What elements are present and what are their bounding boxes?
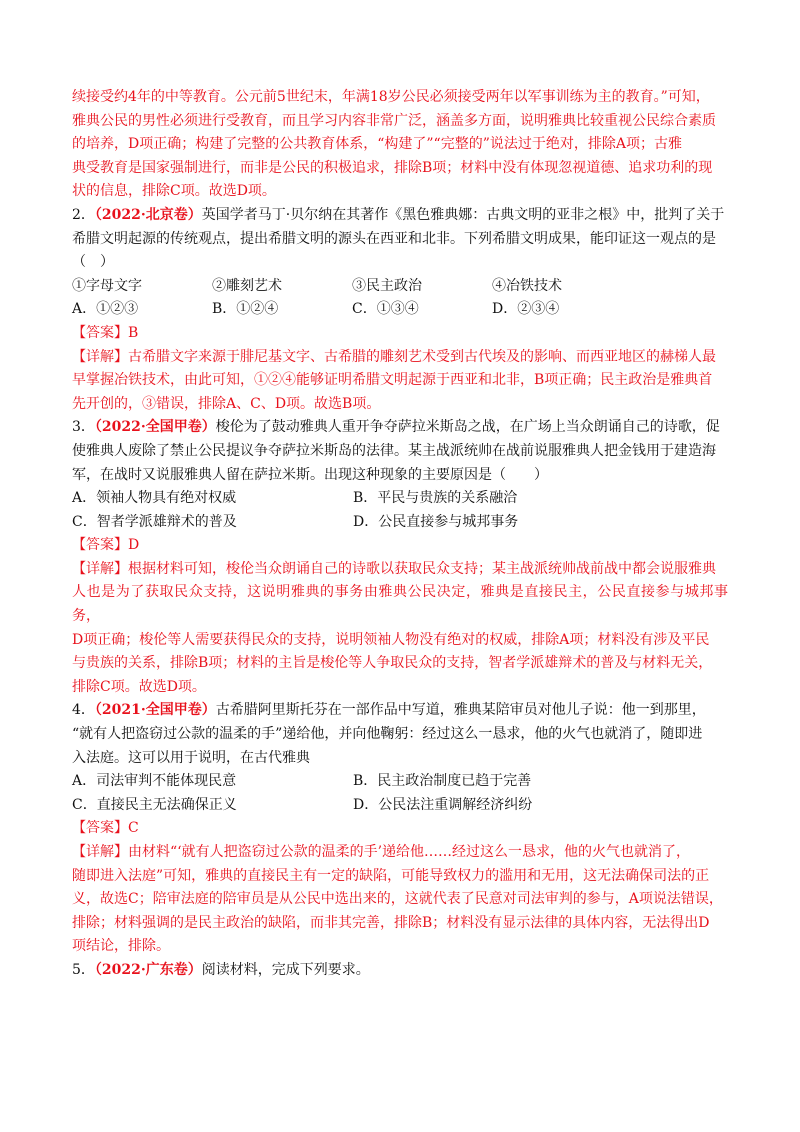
q2-stem-line-1 [72, 204, 728, 228]
q4-number: 4． [72, 702, 95, 719]
question-3 [72, 416, 728, 699]
q3-option-d: D．公民直接参与城邦事务 [353, 513, 519, 530]
question-4 [72, 699, 728, 959]
q4-options-row-1 [72, 770, 728, 794]
q2-number: 2． [72, 206, 95, 223]
q1-detail-line-1: 续接受约4年的中等教育。公元前5世纪末，年满18岁公民必须接受两年以军事训练为主的教育。”可知， [72, 89, 710, 105]
q5-stem-line-1 [72, 959, 728, 983]
question-5 [72, 959, 728, 983]
q5-number: 5． [72, 961, 95, 978]
q1-detail-line-3: 的培养，D项正确；构建了完整的公共教育体系，“构建了”“完整的”说法过于绝对，排除A项；古雅 [72, 136, 682, 153]
q3-detail-line-3: D项正确；梭伦等人需要获得民众的支持，说明领袖人物没有绝对的权威，排除A项；材料没有涉及平民 [72, 631, 710, 648]
q3-detail-line-5: 排除C项。故选D项。 [72, 678, 206, 695]
q2-item-3: ③民主政治 [352, 277, 422, 294]
q3-stem-text-1: 梭伦为了鼓动雅典人重开争夺萨拉米斯岛之战，在广场上当众朗诵自己的诗歌，促 [215, 419, 720, 436]
q2-detail-line-3: 先开创的，③错误，排除A、C、D项。故选B项。 [72, 395, 381, 412]
q4-detail-line-2: 随即进入法庭”可知，雅典的直接民主有一定的缺陷，可能导致权力的滥用和无用，这无法确保司法的正 [72, 867, 710, 884]
q4-detail-line-5: 项结论，排除。 [72, 938, 170, 955]
q4-option-b: B．民主政治制度已趋于完善 [353, 773, 532, 790]
q3-stem-line-3: 军，在战时又说服雅典人留在萨拉米斯。出现这种现象的主要原因是（ ） [72, 466, 548, 483]
document-page [72, 86, 728, 983]
q1-detail-line-4: 典受教育是国家强制进行，而非是公民的积极追求，排除B项；材料中没有体现忽视道德、追求功利的现 [72, 159, 713, 176]
q4-stem-line-2: “就有人把盗窃过公款的温柔的手”递给他，并向他鞠躬：经过这么一恳求，他的火气也就消了，随即进 [72, 726, 703, 743]
q2-detail-line-2: 早掌握冶铁技术，由此可知，①②④能够证明希腊文明起源于西亚和北非，B项正确；民主政治是雅典首 [72, 372, 713, 389]
q3-detail-line-1: 【详解】根据材料可知，梭伦当众朗诵自己的诗歌以获取民众支持；某主战派统帅战前战中都会说服雅典 [72, 560, 716, 577]
q3-detail-line-2: 人也是为了获取民众支持，这说明雅典的事务由雅典公民决定，雅典是直接民主，公民直接参与城邦事务， [72, 584, 728, 625]
q2-option-d: D．②③④ [492, 301, 560, 318]
q2-item-2: ②雕刻艺术 [212, 277, 282, 294]
q4-source: （2021·全国甲卷） [94, 702, 216, 719]
q2-items [72, 275, 728, 299]
q2-stem-text-1: 英国学者马丁·贝尔纳在其著作《黑色雅典娜：古典文明的亚非之根》中，批判了关于 [201, 206, 725, 223]
q2-item-1: ①字母文字 [72, 277, 142, 294]
q2-stem-line-2: 希腊文明起源的传统观点，提出希腊文明的源头在西亚和北非。下列希腊文明成果，能印证这一观点的是 [72, 230, 716, 247]
q3-options-row-1 [72, 487, 728, 511]
q2-answer: 【答案】B [72, 324, 139, 341]
q4-answer: 【答案】C [72, 820, 139, 837]
q4-detail-line-1: 【详解】由材料“‘就有人把盗窃过公款的温柔的手’递给他……经过这么一恳求，他的火气也就消了， [72, 844, 691, 860]
q4-options-row-2 [72, 794, 728, 818]
q3-stem-line-2: 使雅典人废除了禁止公民提议争夺萨拉米斯岛的法律。某主战派统帅在战前说服雅典人把金钱用于建造海 [72, 442, 716, 459]
q3-option-a: A．领袖人物具有绝对权威 [72, 490, 237, 507]
q5-stem-text: 阅读材料，完成下列要求。 [201, 961, 370, 978]
q2-option-a: A．①②③ [72, 301, 139, 318]
q2-source: （2022·北京卷） [94, 206, 202, 223]
q1-explanation-tail [72, 86, 728, 204]
q2-stem-line-3: （ ） [72, 254, 114, 271]
q4-stem-line-3: 入法庭。这可以用于说明，在古代雅典 [72, 749, 310, 766]
q2-item-4: ④冶铁技术 [492, 277, 562, 294]
q3-detail-line-4: 与贵族的关系，排除B项；材料的主旨是梭伦等人争取民众的支持，智者学派雄辩术的普及与材料无关， [72, 655, 713, 672]
q2-option-b: B．①②④ [212, 301, 279, 318]
q1-detail-line-5: 状的信息，排除C项。故选D项。 [72, 183, 276, 200]
q3-option-b: B．平民与贵族的关系融洽 [353, 490, 518, 507]
q4-option-d: D．公民法注重调解经济纠纷 [353, 796, 533, 813]
q3-option-c: C．智者学派雄辩术的普及 [72, 513, 237, 530]
q1-detail-line-2: 雅典公民的男性必须进行受教育，而且学习内容非常广泛，涵盖多方面，说明雅典比较重视公民综合素质 [72, 112, 716, 129]
q5-source: （2022·广东卷） [94, 961, 202, 978]
question-2 [72, 204, 728, 416]
q2-option-c: C．①③④ [352, 301, 419, 318]
q2-detail-line-1: 【详解】古希腊文字来源于腓尼基文字、古希腊的雕刻艺术受到古代埃及的影响、而西亚地区的赫梯人最 [72, 348, 716, 365]
q4-option-c: C．直接民主无法确保正义 [72, 796, 237, 813]
q3-source: （2022·全国甲卷） [94, 419, 216, 436]
q4-detail-line-3: 义，故选C；陪审法庭的陪审员是从公民中选出来的，这就代表了民意对司法审判的参与，A项说法错误， [72, 891, 723, 908]
q4-option-a: A．司法审判不能体现民意 [72, 773, 237, 790]
q3-options-row-2 [72, 511, 728, 535]
q3-answer: 【答案】D [72, 537, 140, 554]
q3-number: 3． [72, 419, 95, 436]
q3-stem-line-1 [72, 416, 728, 440]
q4-detail-line-4: 排除；材料强调的是民主政治的缺陷，而非其完善，排除B；材料没有显示法律的具体内容，无法得出D [72, 914, 710, 931]
q4-stem-line-1 [72, 699, 728, 723]
q4-stem-text-1: 古希腊阿里斯托芬在一部作品中写道，雅典某陪审员对他儿子说：他一到那里， [215, 702, 706, 719]
q2-options [72, 298, 728, 322]
